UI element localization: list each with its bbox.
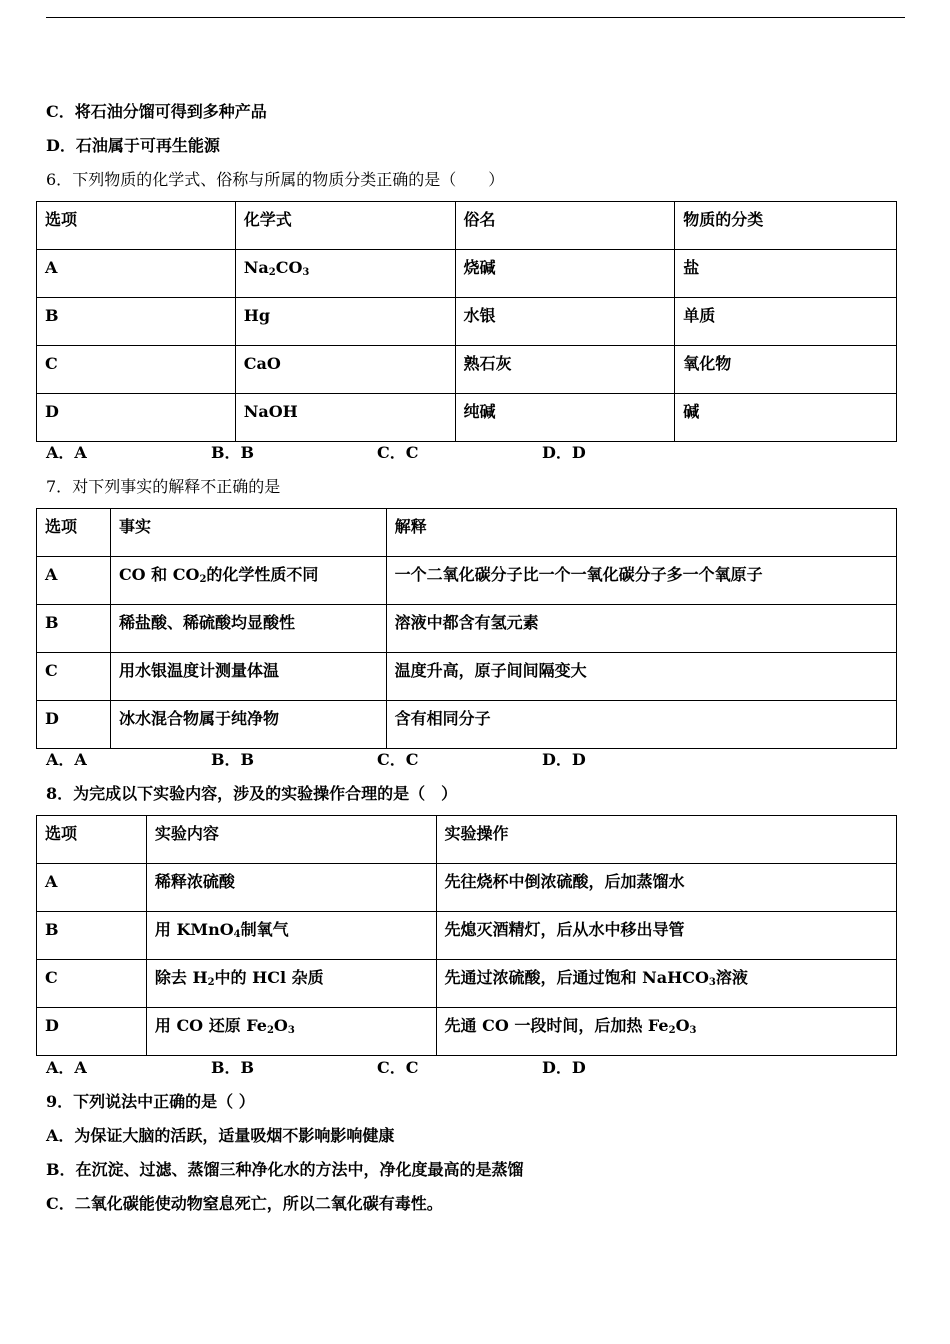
table-row xyxy=(37,557,897,605)
class-cell: 氧化物 xyxy=(675,346,897,394)
formula-cell: CaO xyxy=(235,346,455,394)
option-text: 二氧化碳能使动物窒息死亡，所以二氧化碳有毒性。 xyxy=(74,1194,443,1213)
answer-option-a[interactable]: A．A xyxy=(46,750,87,769)
q8-table xyxy=(36,815,897,1056)
answer-option-a[interactable]: A．A xyxy=(46,443,87,462)
option-cell: A xyxy=(37,250,236,298)
option-cell: C xyxy=(37,653,111,701)
option-label: D． xyxy=(46,136,76,155)
explain-cell: 温度升高，原子间间隔变大 xyxy=(386,653,896,701)
answer-option-b[interactable]: B．B xyxy=(211,443,255,462)
header-cell: 解释 xyxy=(386,509,896,557)
operation-part: 溶液 xyxy=(715,968,748,987)
q9-option-c xyxy=(46,1194,443,1214)
fact-cell: 冰水混合物属于纯净物 xyxy=(110,701,386,749)
table-row xyxy=(37,864,897,912)
content-part: 用 KMnO xyxy=(154,920,234,939)
fact-cell xyxy=(110,557,386,605)
answer-option-b[interactable]: B．B xyxy=(211,750,255,769)
table-row xyxy=(37,653,897,701)
header-cell: 选项 xyxy=(37,202,236,250)
table-row xyxy=(37,912,897,960)
table-header-row xyxy=(37,509,897,557)
operation-part: 先通过浓硫酸，后通过饱和 NaHCO xyxy=(444,968,709,987)
option-cell: D xyxy=(37,394,236,442)
option-label: B． xyxy=(46,1160,76,1179)
table-row xyxy=(37,346,897,394)
subscript: 3 xyxy=(287,1025,295,1036)
content-part: O xyxy=(273,1016,288,1035)
q7-stem xyxy=(46,477,280,497)
content-cell: 稀释浓硫酸 xyxy=(146,864,436,912)
subscript: 3 xyxy=(302,267,310,278)
content-cell xyxy=(146,960,436,1008)
content-cell xyxy=(146,912,436,960)
fact-cell: 稀盐酸、稀硫酸均显酸性 xyxy=(110,605,386,653)
answer-option-c[interactable]: C．C xyxy=(377,443,419,462)
option-text: 将石油分馏可得到多种产品 xyxy=(74,102,267,121)
question-number: 6． xyxy=(46,170,73,189)
option-text: 在沉淀、过滤、蒸馏三种净化水的方法中，净化度最高的是蒸馏 xyxy=(75,1160,524,1179)
q9-stem xyxy=(46,1092,255,1112)
content-cell xyxy=(146,1008,436,1056)
subscript: 2 xyxy=(668,1025,676,1036)
q8-stem xyxy=(46,784,457,804)
subscript: 2 xyxy=(268,267,276,278)
option-cell: B xyxy=(37,298,236,346)
option-cell: D xyxy=(37,701,111,749)
question-number: 7． xyxy=(46,477,73,496)
question-text: 下列物质的化学式、俗称与所属的物质分类正确的是（ ） xyxy=(72,170,505,189)
question-number: 8． xyxy=(46,784,74,803)
q6-stem xyxy=(46,170,504,190)
header-cell: 事实 xyxy=(110,509,386,557)
table-row xyxy=(37,394,897,442)
option-cell: D xyxy=(37,1008,147,1056)
answer-option-d[interactable]: D．D xyxy=(542,1058,586,1077)
option-label: C． xyxy=(46,1194,75,1213)
fact-part: CO 和 CO xyxy=(118,565,200,584)
subscript: 3 xyxy=(708,977,716,988)
header-cell: 俗名 xyxy=(455,202,675,250)
option-text: 为保证大脑的活跃，适量吸烟不影响影响健康 xyxy=(74,1126,395,1145)
operation-part: O xyxy=(675,1016,690,1035)
formula-part: CO xyxy=(275,258,303,277)
header-cell: 实验操作 xyxy=(436,816,896,864)
answer-option-c[interactable]: C．C xyxy=(377,1058,419,1077)
content-part: 除去 H xyxy=(154,968,208,987)
question-text: 对下列事实的解释不正确的是 xyxy=(72,477,281,496)
explain-cell: 含有相同分子 xyxy=(386,701,896,749)
header-cell: 物质的分类 xyxy=(675,202,897,250)
q9-option-a xyxy=(46,1126,394,1146)
fact-cell: 用水银温度计测量体温 xyxy=(110,653,386,701)
operation-cell xyxy=(436,960,896,1008)
content-part: 用 CO 还原 Fe xyxy=(154,1016,267,1035)
explain-cell: 一个二氧化碳分子比一个一氧化碳分子多一个氧原子 xyxy=(386,557,896,605)
header-cell: 化学式 xyxy=(235,202,455,250)
subscript: 2 xyxy=(207,977,215,988)
option-cell: B xyxy=(37,605,111,653)
formula-cell xyxy=(235,250,455,298)
answer-option-b[interactable]: B．B xyxy=(211,1058,255,1077)
option-cell: A xyxy=(37,557,111,605)
prev-option-c xyxy=(46,102,267,122)
subscript: 2 xyxy=(266,1025,274,1036)
content-part: 制氧气 xyxy=(240,920,289,939)
table-row xyxy=(37,298,897,346)
formula-cell: Hg xyxy=(235,298,455,346)
answer-option-d[interactable]: D．D xyxy=(542,443,586,462)
header-cell: 实验内容 xyxy=(146,816,436,864)
common-name-cell: 纯碱 xyxy=(455,394,675,442)
prev-option-d xyxy=(46,136,220,156)
table-row xyxy=(37,1008,897,1056)
common-name-cell: 熟石灰 xyxy=(455,346,675,394)
question-text: 为完成以下实验内容，涉及的实验操作合理的是（ ） xyxy=(73,784,458,803)
option-label: C． xyxy=(46,102,75,121)
content-part: 中的 HCl 杂质 xyxy=(214,968,324,987)
class-cell: 单质 xyxy=(675,298,897,346)
operation-cell: 先往烧杯中倒浓硫酸，后加蒸馏水 xyxy=(436,864,896,912)
subscript: 2 xyxy=(199,574,207,585)
q9-option-b xyxy=(46,1160,524,1180)
option-text: 石油属于可再生能源 xyxy=(75,136,220,155)
header-cell: 选项 xyxy=(37,816,147,864)
explain-cell: 溶液中都含有氢元素 xyxy=(386,605,896,653)
class-cell: 盐 xyxy=(675,250,897,298)
fact-part: 的化学性质不同 xyxy=(206,565,319,584)
table-row xyxy=(37,701,897,749)
q7-table xyxy=(36,508,897,749)
option-label: A． xyxy=(46,1126,75,1145)
header-cell: 选项 xyxy=(37,509,111,557)
table-row xyxy=(37,250,897,298)
option-cell: A xyxy=(37,864,147,912)
operation-cell xyxy=(436,1008,896,1056)
option-cell: B xyxy=(37,912,147,960)
table-row xyxy=(37,960,897,1008)
operation-cell: 先熄灭酒精灯，后从水中移出导管 xyxy=(436,912,896,960)
answer-option-d[interactable]: D．D xyxy=(542,750,586,769)
answer-option-a[interactable]: A．A xyxy=(46,1058,87,1077)
common-name-cell: 水银 xyxy=(455,298,675,346)
q6-table xyxy=(36,201,897,442)
table-header-row xyxy=(37,202,897,250)
table-header-row xyxy=(37,816,897,864)
class-cell: 碱 xyxy=(675,394,897,442)
formula-part: Na xyxy=(243,258,269,277)
header-rule xyxy=(46,17,905,18)
subscript: 4 xyxy=(233,929,241,940)
question-text: 下列说法中正确的是（ ） xyxy=(73,1092,255,1111)
formula-cell: NaOH xyxy=(235,394,455,442)
option-cell: C xyxy=(37,960,147,1008)
operation-part: 先通 CO 一段时间，后加热 Fe xyxy=(444,1016,669,1035)
question-number: 9． xyxy=(46,1092,74,1111)
answer-option-c[interactable]: C．C xyxy=(377,750,419,769)
subscript: 3 xyxy=(689,1025,697,1036)
common-name-cell: 烧碱 xyxy=(455,250,675,298)
table-row xyxy=(37,605,897,653)
option-cell: C xyxy=(37,346,236,394)
